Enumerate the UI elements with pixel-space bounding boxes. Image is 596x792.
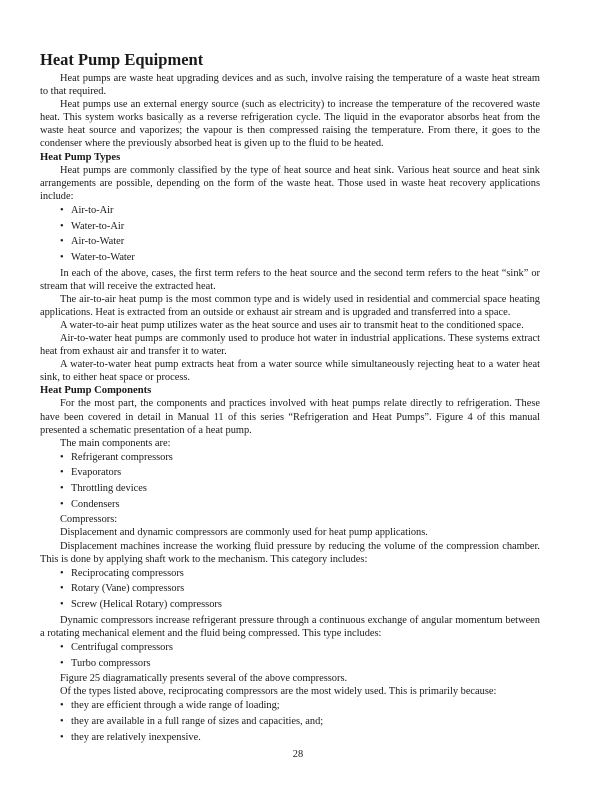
types-paragraph-5: Air-to-water heat pumps are commonly used to produce hot water in industrial applications. These systems extract heat from exhaust air and transfer it to water. <box>40 332 540 358</box>
components-paragraph-5: Displacement machines increase the working fluid pressure by reducing the volume of the compression chamber. This is done by applying shaft work to the mechanism. This category includes: <box>40 540 540 565</box>
list-item: • Turbo compressors <box>60 657 540 670</box>
list-item: • Condensers <box>60 498 540 511</box>
intro-paragraph-1: Heat pumps are waste heat upgrading devices and as such, involve raising the temperature of a waste heat stream to that required. <box>40 73 540 98</box>
components-paragraph-8: Of the types listed above, reciprocating compressors are the most widely used. This is primarily because: <box>60 686 497 698</box>
list-item: • Water-to-Water <box>60 251 540 264</box>
types-paragraph-6: A water-to-water heat pump extracts heat from a water source while simultaneously rejecting heat to a water heat sink, to either heat space or process. <box>40 359 540 384</box>
section-heading-types: Heat Pump Types <box>40 151 121 163</box>
components-paragraph-3: Compressors: <box>60 514 118 526</box>
intro-paragraph-2: Heat pumps use an external energy source (such as electricity) to increase the temperature of the recovered waste heat. This system works basically as a reverse refrigeration cycle. The liquid in the evaporator absorbs heat from the waste heat source and vaporizes; the vapour is then compressed raising the temperature. From there, it goes to the condenser where the previously absorbed heat is given up to the fluid to be heated. <box>40 99 540 150</box>
components-paragraph-6: Dynamic compressors increase refrigerant pressure through a continuous exchange of angular momentum between a rotating mechanical element and the fluid being compressed. This type includes: <box>40 614 540 639</box>
types-paragraph-4: A water-to-air heat pump utilizes water as the heat source and uses air to transmit heat to the conditioned space. <box>60 319 524 331</box>
list-item: • Refrigerant compressors <box>60 451 540 464</box>
list-item: • Water-to-Air <box>60 220 540 233</box>
list-item: • Air-to-Air <box>60 204 540 217</box>
list-item: • Reciprocating compressors <box>60 567 540 580</box>
list-item: • they are available in a full range of sizes and capacities, and; <box>60 715 540 728</box>
components-paragraph-4: Displacement and dynamic compressors are commonly used for heat pump applications. <box>60 527 428 539</box>
list-item: • Throttling devices <box>60 482 540 495</box>
document-page <box>40 50 540 746</box>
types-paragraph-3: The air-to-air heat pump is the most common type and is widely used in residential and commercial space heating applications. Heat is extracted from an outside or exhaust air stream and is upgraded and transferred into a space. <box>40 293 540 318</box>
list-item: • Air-to-Water <box>60 235 540 248</box>
types-list <box>40 204 540 264</box>
dynamic-list <box>40 641 540 670</box>
components-list <box>40 451 540 511</box>
page-number: 28 <box>292 749 304 760</box>
components-paragraph-1: For the most part, the components and practices involved with heat pumps relate directly to refrigeration. These have been covered in detail in Manual 11 of this series “Refrigeration and Heat Pumps”. Figure 4 of this manual presented a schematic presentation of a heat pump. <box>40 398 540 436</box>
list-item: • Rotary (Vane) compressors <box>60 582 540 595</box>
reasons-list <box>40 699 540 743</box>
components-paragraph-7: Figure 25 diagramatically presents several of the above compressors. <box>60 673 348 685</box>
page-title: Heat Pump Equipment <box>40 50 204 69</box>
list-item: • Evaporators <box>60 466 540 479</box>
list-item: • Centrifugal compressors <box>60 641 540 654</box>
list-item: • Screw (Helical Rotary) compressors <box>60 598 540 611</box>
types-paragraph-2: In each of the above, cases, the first term refers to the heat source and the second term refers to the heat “sink” or stream that will receive the extracted heat. <box>40 267 540 292</box>
types-paragraph-1: Heat pumps are commonly classified by the type of heat source and heat sink. Various heat source and heat sink arrangements are possible, depending on the form of the waste heat. Those used in waste heat recovery applications include: <box>40 164 540 202</box>
list-item: • they are relatively inexpensive. <box>60 731 540 744</box>
list-item: • they are efficient through a wide range of loading; <box>60 699 540 712</box>
components-paragraph-2: The main components are: <box>60 437 171 449</box>
section-heading-components: Heat Pump Components <box>40 385 152 397</box>
displacement-list <box>40 567 540 611</box>
